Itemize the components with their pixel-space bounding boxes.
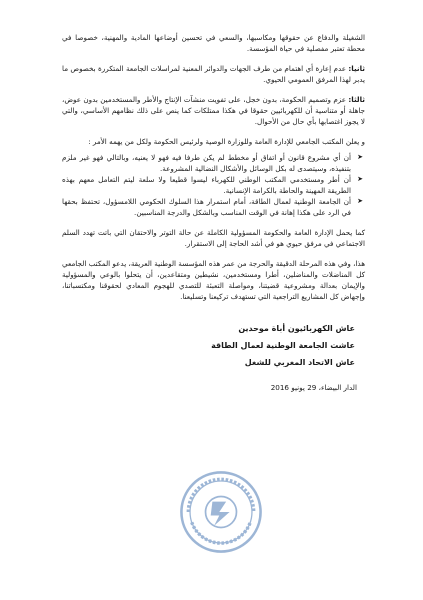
paragraph-declaration: و يعلن المكتب الجامعي للإدارة العامة وللوزارة الوصية ولرئيس الحكومة ولكل من يهمه الأمر : [88, 137, 365, 146]
paragraph-second [62, 63, 365, 85]
declaration-list [62, 152, 365, 218]
paragraph-responsibility: كما يحمل الإدارة العامة والحكومة المسؤولية الكاملة عن حالة التوتر والاحتقان التي باتت تهدد السلم الاجتماعي في مرفق حيوي هو في أشد الحاجة إلى الاستقرار. [62, 228, 365, 248]
slogan-line: عاشت الجامعة الوطنية لعمال الطاقة [211, 341, 355, 350]
third-label: ثالثا: [348, 95, 365, 104]
declaration-point: ➤ أن أطر ومستخدمي المكتب الوطني للكهرباء ليسوا قطيعا ولا سلعة ليتم التعامل معهم بهذه الطريقة المهينة والحاطة بالكرامة الإنسانية. [62, 174, 351, 196]
second-text: عدم إعارة أي اهتمام من طرف الجهات والدوائر المعنية لمراسلات الجامعة المتكررة بخصوص ما يدبر لهذا المرفق العمومي الحيوي. [62, 64, 365, 84]
declaration-point: ➤ أن الجامعة الوطنية لعمال الطاقة، أمام استمرار هذا السلوك الحكومي اللامسؤول، تحتفظ بحقها في الرد على هكذا إهانة في الوقت المناسب وبالشكل والدرجة المناسبين. [62, 196, 351, 218]
paragraph-intro: الشغيلة والدفاع عن حقوقها ومكاسبها، والسعي في تحسين أوضاعها المادية والمهنية، خصوصا في محطة تعتبر مفصلية في حياة المؤسسة. [62, 33, 365, 53]
document-date: الدار البيضاء، 29 يونيو 2016 [270, 383, 357, 392]
slogans-block [62, 320, 365, 371]
second-label: ثانيا: [348, 64, 365, 73]
paragraph-call: هذا، وفي هذه المرحلة الدقيقة والحرجة من عمر هذه المؤسسة الوطنية العريقة، يدعو المكتب الجامعي كل المناضلات والمناضلين، أطرا ومستخدمين، نشيطين ومتقاعدين، أن يتحلوا بالوعي والمسؤولية والإيمان بعدالة ومشروعية قضيتنا، ومواصلة التعبئة للتصدي للهجوم المعادي لحقوقنا ومكتسباتنا، وإجهاض كل المشاريع التراجعية التي تستهدف تركيعنا وتسليعنا. [62, 259, 365, 301]
slogan-line: عاش الكهربائيون أباة موحدين [238, 324, 355, 333]
union-seal-icon [178, 469, 264, 555]
paragraph-third [62, 94, 365, 127]
declaration-point: ➤ أن أي مشروع قانون أو اتفاق أو مخطط لم يكن طرفا فيه فهو لا يعنيه، وبالتالي فهو غير ملزم بتنفيذه، وسيتصدى له بكل الوسائل والأشكال النضالية المشروعة. [62, 152, 351, 174]
slogan-line: عاش الاتحاد المغربي للشغل [244, 358, 355, 367]
third-text: عزم وتصميم الحكومة، بدون خجل، على تفويت منشآت الإنتاج والأطر والمستخدمين بدون عوض، جاهلة أو متناسية أن للكهربائيين حقوقا في هكذا ممتلكات كما ينص على ذلك نظامهم الأساسي، والتي لا يجوز اغتصابها بأي حال من الأحوال. [62, 95, 365, 126]
